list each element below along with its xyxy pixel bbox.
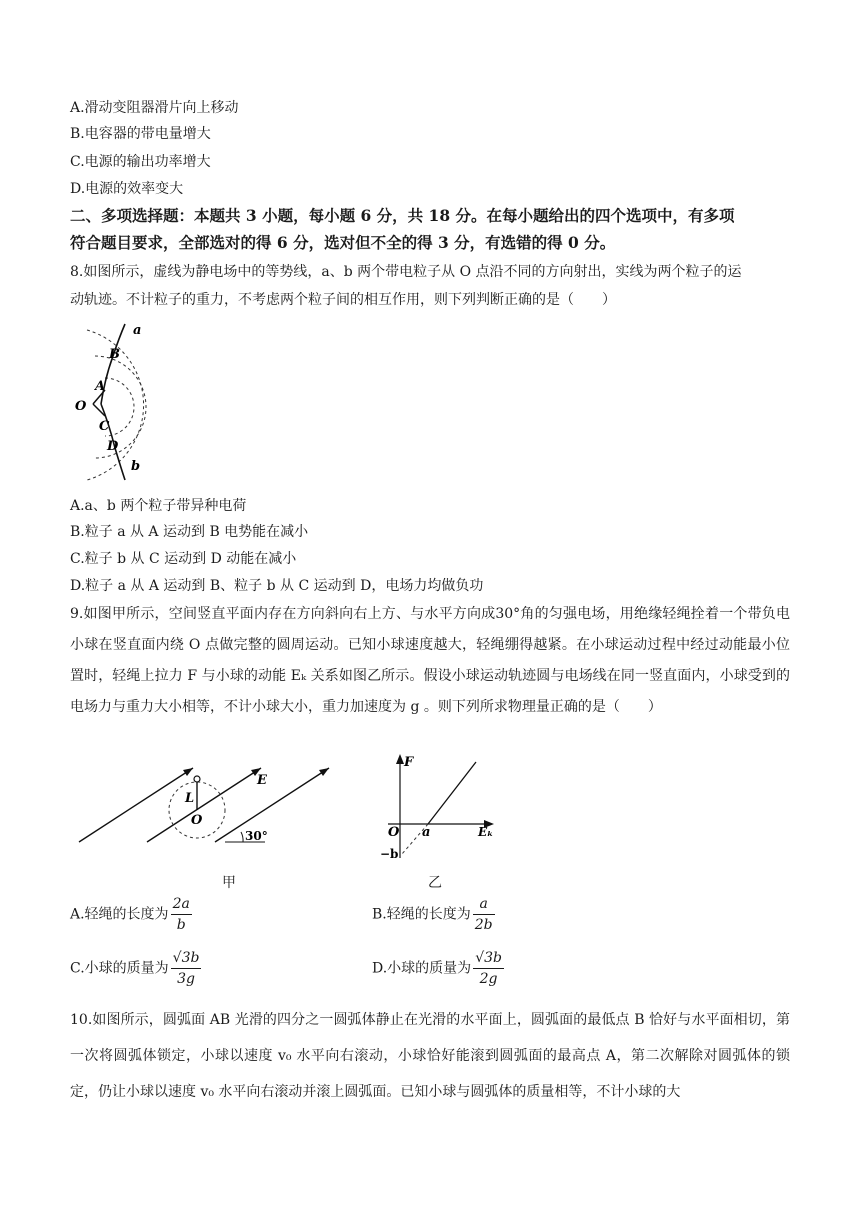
- q9-option-d-fraction: [473, 948, 504, 989]
- denominator: 3g: [177, 971, 195, 987]
- q9-option-a-fraction: [171, 894, 192, 935]
- q8-option-d: D.粒子 a 从 A 运动到 B、粒子 b 从 C 运动到 D，电场力均做负功: [70, 578, 484, 594]
- q9-option-c-fraction: [171, 948, 202, 989]
- q7-option-d: D.电源的效率变大: [70, 181, 184, 197]
- q9-option-c: [70, 948, 201, 989]
- numerator: √3b: [171, 948, 202, 969]
- label-B: B: [109, 347, 120, 362]
- q8-figure: [75, 318, 165, 488]
- label-D: D: [107, 439, 119, 454]
- q8-stem-line2: 动轨迹。不计粒子的重力，不考虑两个粒子间的相互作用，则下列判断正确的是（ ）: [70, 292, 616, 308]
- section2-heading-line2: 符合题目要求，全部选对的得 6 分，选对但不全的得 3 分，有选错的得 0 分。: [70, 233, 616, 252]
- label-a: a: [422, 825, 431, 840]
- q9-option-a: [70, 894, 192, 935]
- angle-arc: [241, 832, 243, 842]
- denominator: 2g: [479, 971, 498, 987]
- q7-option-c: C.电源的输出功率增大: [70, 154, 211, 170]
- label-O: O: [388, 825, 400, 840]
- q8-option-c: C.粒子 b 从 C 运动到 D 动能在减小: [70, 551, 297, 567]
- q7-option-b: B.电容器的带电量增大: [70, 126, 211, 142]
- label-E: E: [257, 773, 267, 788]
- denominator: b: [176, 917, 186, 933]
- q10-stem: 10.如图所示，圆弧面 AB 光滑的四分之一圆弧体静止在光滑的水平面上，圆弧面的最低点 B 恰好与水平面相切，第一次将圆弧体锁定，小球以速度 v₀ 水平向右滚动，小球恰好能滚到圆弧面的最高点 A，第二次解除对圆弧体的锁定，仍让小球以速度 v₀ 水平向右滚动并滚上圆弧面。已知小球与圆弧体的质量相等，不计小球的大: [70, 1012, 790, 1100]
- q9-option-d-prefix: D.小球的质量为: [372, 960, 472, 977]
- q9-option-a-prefix: A.轻绳的长度为: [70, 906, 169, 923]
- q8-option-a: A.a、b 两个粒子带异种电荷: [70, 498, 247, 514]
- f-line: [428, 762, 476, 824]
- numerator: a: [473, 894, 495, 915]
- q9-figure-jia: [75, 760, 345, 855]
- q9-figure-yi: [378, 752, 498, 864]
- q9-option-d: [372, 948, 504, 989]
- numerator: 2a: [171, 894, 192, 915]
- q9-option-b: [372, 894, 495, 935]
- fig-yi-caption: 乙: [428, 875, 442, 891]
- label-angle: 30°: [245, 829, 268, 843]
- label-L: L: [185, 791, 195, 806]
- q7-option-a: A.滑动变阻器滑片向上移动: [70, 100, 239, 116]
- label-O: O: [191, 813, 203, 828]
- label-b: b: [131, 459, 141, 474]
- label-O: O: [75, 399, 87, 414]
- section2-heading-line1: 二、多项选择题：本题共 3 小题，每小题 6 分，共 18 分。在每小题给出的四个选项中，有多项: [70, 206, 735, 225]
- q9-stem: 9.如图甲所示，空间竖直平面内存在方向斜向右上方、与水平方向成30°角的匀强电场，用绝缘轻绳拴着一个带负电小球在竖直面内绕 O 点做完整的圆周运动。已知小球速度越大，轻绳绷得越紧。在小球运动过程中经过动能最小位置时，轻绳上拉力 F 与小球的动能 Eₖ 关系如图乙所示。假设小球运动轨迹圆与电场线在同一竖直面内，小球受到的电场力与重力大小相等，不计小球大小，重力加速度为 g 。则下列所求物理量正确的是（ ）: [70, 606, 790, 715]
- fig-jia-caption: 甲: [222, 875, 236, 891]
- denominator: 2b: [474, 917, 493, 933]
- ball: [194, 776, 200, 782]
- label-A: A: [95, 379, 106, 394]
- q9-option-b-prefix: B.轻绳的长度为: [372, 906, 471, 923]
- q9-option-c-prefix: C.小球的质量为: [70, 960, 169, 977]
- label-F: F: [404, 755, 414, 770]
- q8-stem-line1: 8.如图所示，虚线为静电场中的等势线，a、b 两个带电粒子从 O 点沿不同的方向射出，实线为两个粒子的运: [70, 264, 742, 280]
- q8-option-b: B.粒子 a 从 A 运动到 B 电势能在减小: [70, 524, 309, 540]
- label-a: a: [133, 323, 142, 338]
- q9-option-b-fraction: [473, 894, 495, 935]
- numerator: √3b: [473, 948, 504, 969]
- label-Ek: Eₖ: [478, 825, 494, 839]
- label-C: C: [99, 419, 110, 434]
- label-neg-b: −b: [380, 847, 399, 861]
